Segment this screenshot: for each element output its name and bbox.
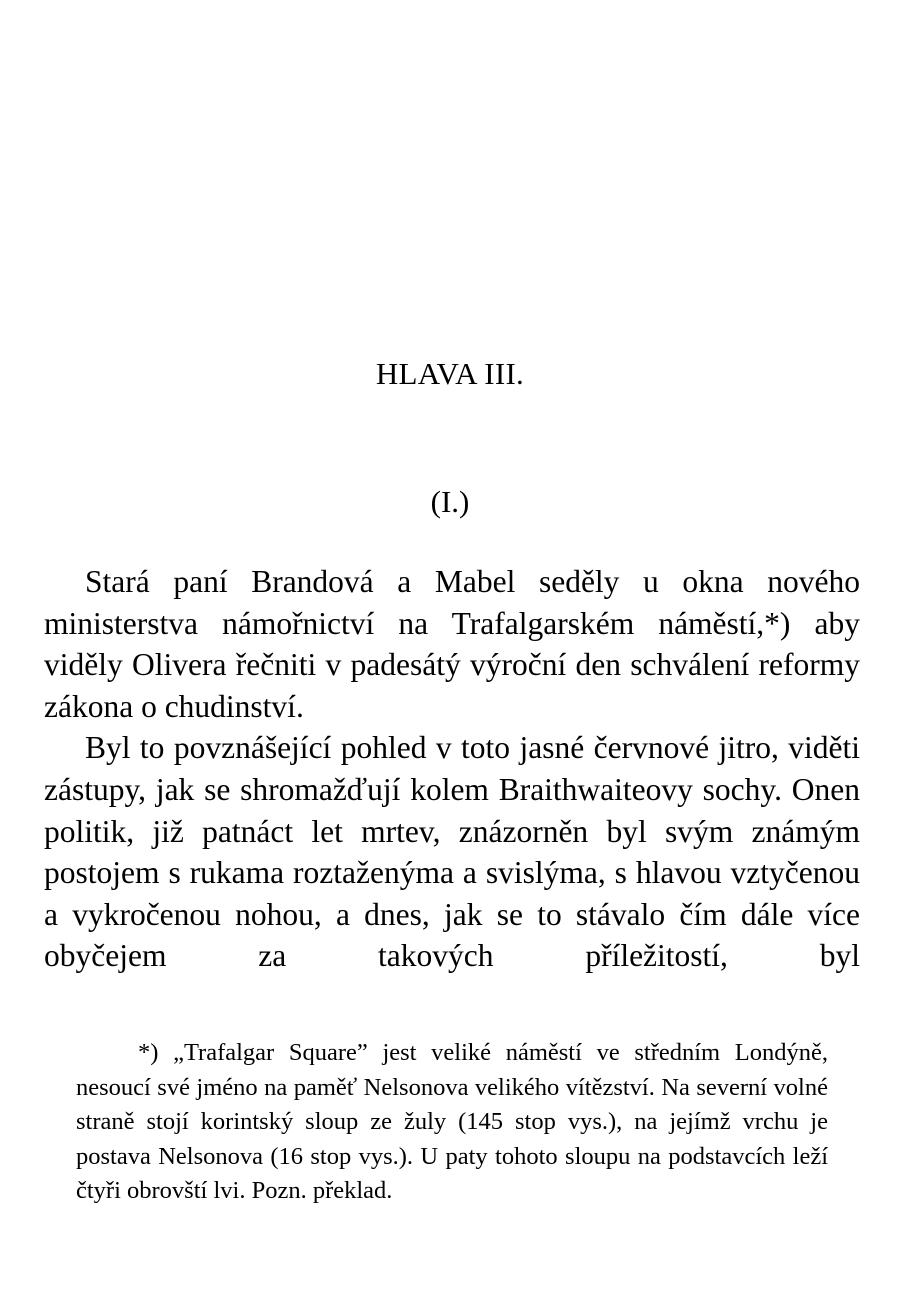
footnote (76, 1036, 828, 1209)
footnote-text: *) „Trafalgar Square” jest veliké náměstí ve středním Londýně, nesoucí své jméno na paměť Nelsonova velikého vítězství. Na severní volné straně stojí korintský sloup ze žuly (145 stop vys.), na jejímž vrchu je postava Nelsonova (16 stop vys.). U paty tohoto sloupu na podstavcích leží čtyři obrovští lvi. Pozn. překlad. (76, 1039, 828, 1204)
paragraph: Byl to povznášející pohled v toto jasné červnové jitro, viděti zástupy, jak se shromažďují kolem Braithwaiteovy sochy. Onen politik, již patnáct let mrtev, znázorněn byl svým známým postojem s rukama roztaženýma a svislýma, s hlavou vztyčenou a vykročenou nohou, a dnes, jak se to stávalo čím dále více obyčejem za takových příležitostí, byl (44, 730, 860, 974)
section-number: (I.) (430, 484, 470, 519)
chapter-title: HLAVA III. (375, 356, 525, 391)
body-text (44, 561, 860, 977)
paragraph: Stará paní Brandová a Mabel seděly u okna nového ministerstva námořnictví na Trafalgarském náměstí,*) aby viděly Olivera řečniti v padesátý výroční den schválení reformy zákona o chudinství. (44, 564, 860, 724)
